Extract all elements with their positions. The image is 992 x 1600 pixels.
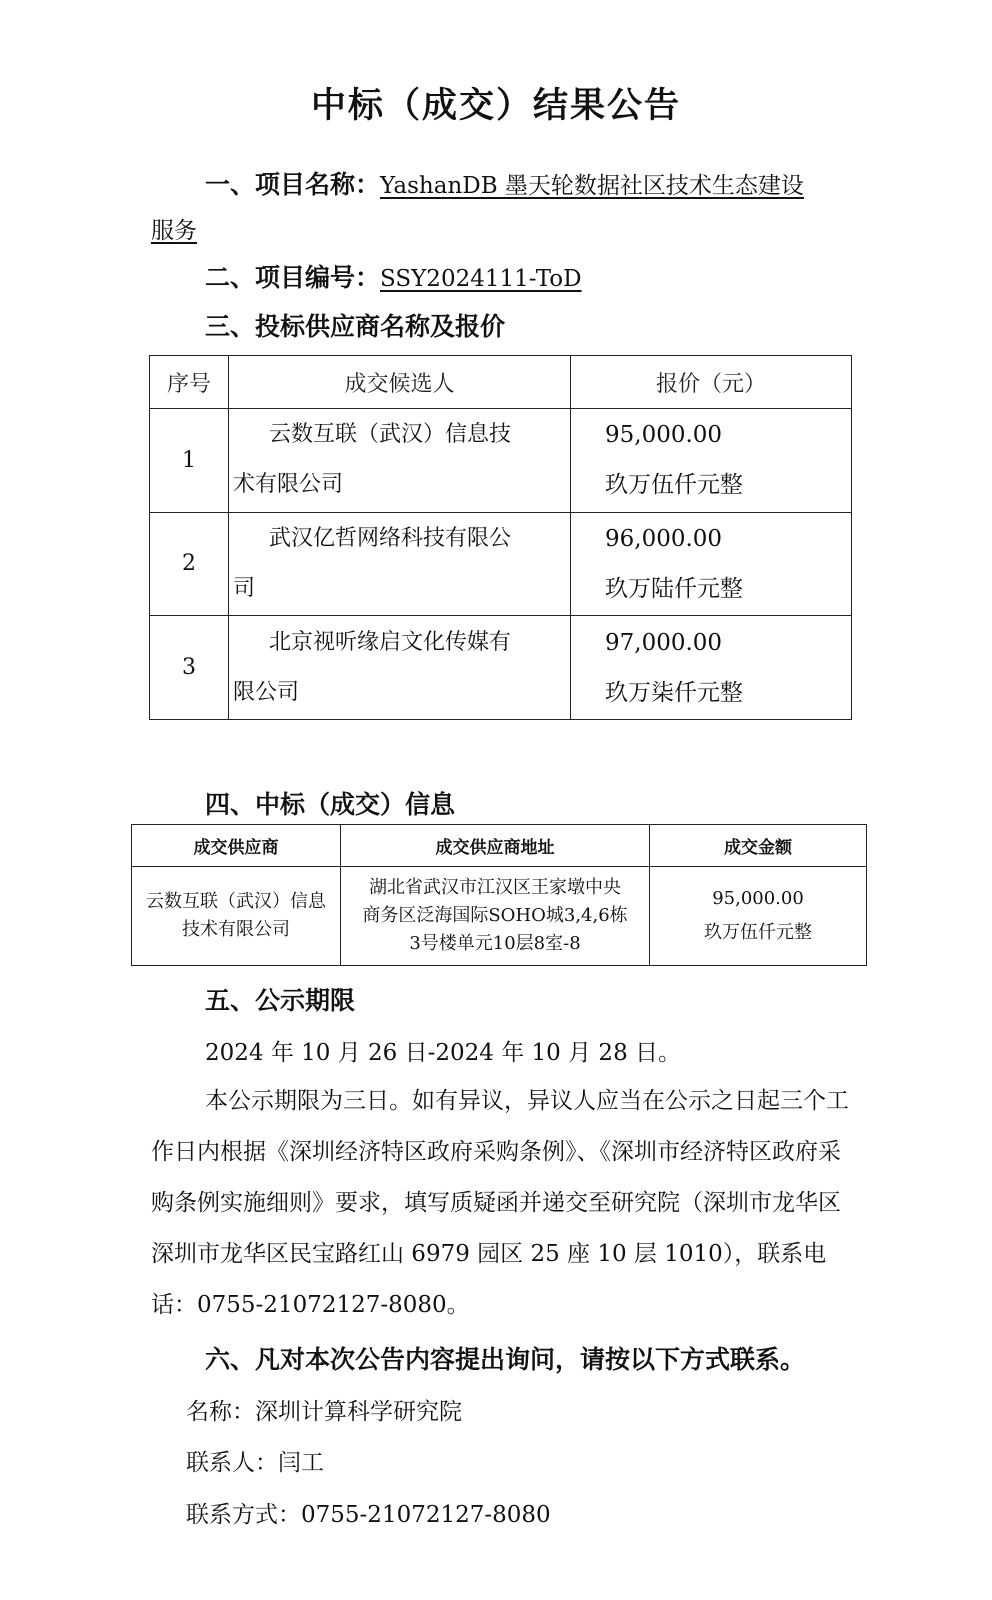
address-line1: 湖北省武汉市江汉区王家墩中央: [369, 877, 621, 898]
period-dates: 2024 年 10 月 26 日-2024 年 10 月 28 日。: [205, 1040, 682, 1066]
candidate-line2: 司: [233, 575, 256, 601]
price-amount: 97,000.00: [605, 629, 723, 656]
col-header-candidate: 成交候选人: [229, 356, 571, 409]
project-name-value-cont: 服务: [151, 218, 197, 244]
table-row: [132, 867, 867, 966]
page-title: 中标（成交）结果公告: [310, 86, 681, 126]
row-candidate: [229, 616, 571, 720]
bidders-heading: 三、投标供应商名称及报价: [205, 312, 506, 341]
col-header-no: 序号: [150, 356, 229, 409]
col-header-amount: 成交金额: [650, 825, 867, 867]
contact-person: 联系人：闫工: [186, 1450, 324, 1476]
award-amount-value: 95,000.00: [712, 888, 804, 909]
row-price: [571, 512, 852, 616]
candidate-line1: 北京视听缘启文化传媒有: [269, 629, 512, 655]
award-amount-text: 玖万伍仟元整: [704, 922, 812, 943]
row-no: 1: [150, 409, 229, 513]
award-heading: 四、中标（成交）信息: [205, 790, 456, 819]
table-row: [150, 512, 852, 616]
col-header-price: 报价（元）: [571, 356, 852, 409]
project-number-row: [205, 258, 582, 294]
table-row: [150, 616, 852, 720]
address-line2: 商务区泛海国际SOHO城3,4,6栋: [362, 905, 628, 926]
table-row: [150, 409, 852, 513]
price-text: 玖万柒仟元整: [605, 679, 743, 706]
project-name-value: YashanDB 墨天轮数据社区技术生态建设: [380, 173, 804, 199]
project-name-label: 一、项目名称：: [205, 170, 381, 199]
row-candidate: [229, 512, 571, 616]
candidate-line2: 限公司: [233, 679, 300, 705]
award-amount: [650, 867, 867, 966]
project-number-value: SSY2024111-ToD: [380, 266, 582, 292]
row-price: [571, 409, 852, 513]
row-price: [571, 616, 852, 720]
candidate-line1: 武汉亿哲网络科技有限公: [269, 525, 512, 551]
candidate-line2: 术有限公司: [233, 472, 344, 498]
bid-table-header: [150, 356, 852, 409]
price-text: 玖万伍仟元整: [605, 472, 743, 499]
candidate-line1: 云数互联（武汉）信息技: [269, 422, 512, 448]
award-table: [131, 824, 867, 966]
row-no: 2: [150, 512, 229, 616]
project-number-label: 二、项目编号：: [205, 263, 381, 292]
price-amount: 96,000.00: [605, 525, 723, 552]
award-address: [341, 867, 650, 966]
contact-method: 联系方式：0755-21072127-8080: [186, 1502, 551, 1528]
col-header-address: 成交供应商地址: [341, 825, 650, 867]
row-candidate: [229, 409, 571, 513]
price-amount: 95,000.00: [605, 422, 723, 449]
award-table-header: [132, 825, 867, 867]
objection-notice: 本公示期限为三日。如有异议，异议人应当在公示之日起三个工作日内根据《深圳经济特区政府采购条例》、《深圳市经济特区政府采购条例实施细则》要求，填写质疑函并递交至研究院（深圳市龙华区深圳市龙华区民宝路红山 6979 园区 25 座 10 层 1010），联系电话：0755-21072127-8080。: [151, 1088, 849, 1318]
contact-heading: 六、凡对本次公告内容提出询问，请按以下方式联系。: [205, 1345, 806, 1374]
award-supplier: [132, 867, 341, 966]
row-no: 3: [150, 616, 229, 720]
contact-org-name: 名称：深圳计算科学研究院: [186, 1399, 462, 1425]
col-header-supplier: 成交供应商: [132, 825, 341, 867]
period-heading: 五、公示期限: [205, 986, 356, 1015]
supplier-line1: 云数互联（武汉）信息: [146, 891, 326, 912]
bid-table: [149, 355, 852, 720]
address-line3: 3号楼单元10层8室-8: [409, 933, 581, 954]
supplier-line2: 技术有限公司: [182, 919, 290, 940]
price-text: 玖万陆仟元整: [605, 575, 743, 602]
project-name-row: [205, 165, 804, 201]
